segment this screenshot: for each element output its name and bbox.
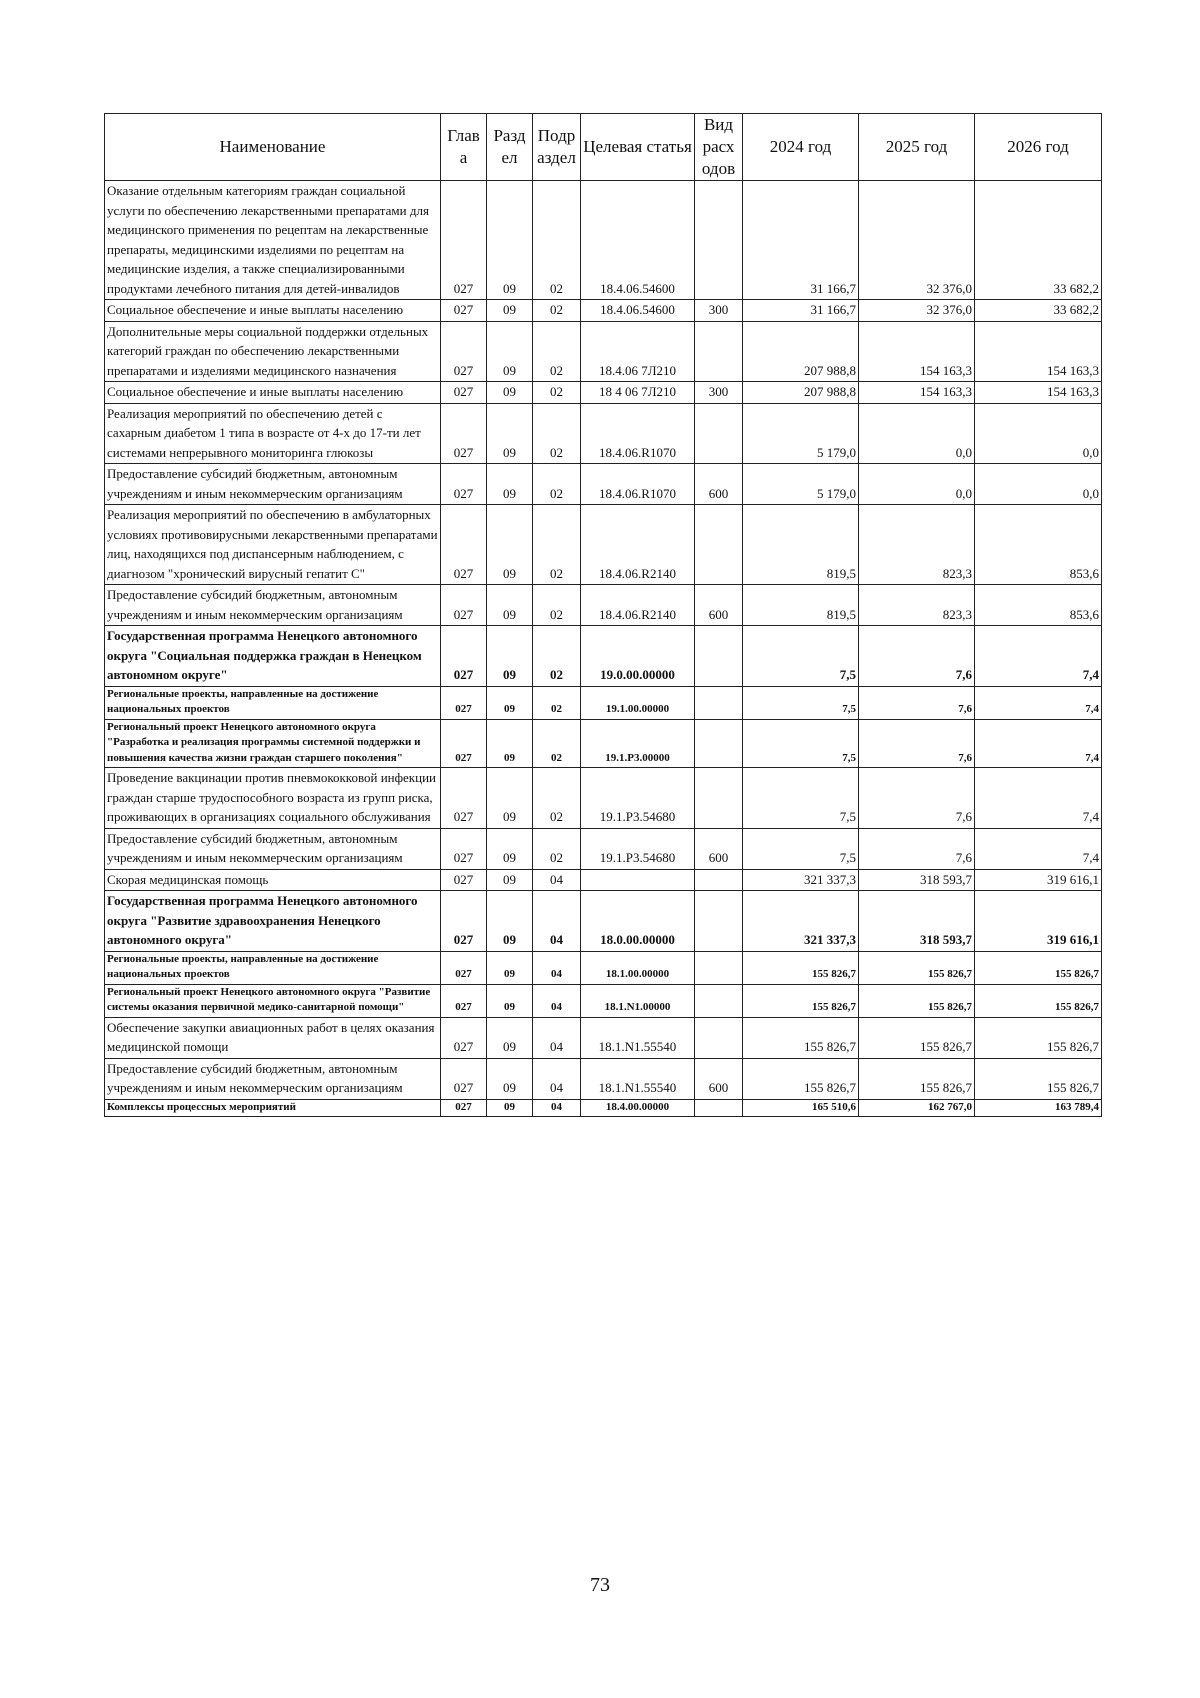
row-value-2025: 823,3: [859, 505, 975, 585]
row-glava: 027: [441, 951, 487, 984]
row-podrazdel: 02: [533, 300, 581, 322]
row-value-2025: 7,6: [859, 719, 975, 768]
row-podrazdel: 04: [533, 1099, 581, 1117]
row-value-2026: 155 826,7: [975, 1017, 1102, 1058]
row-vid: [695, 403, 743, 464]
row-value-2026: 853,6: [975, 505, 1102, 585]
row-glava: 027: [441, 321, 487, 382]
row-value-2024: 207 988,8: [743, 382, 859, 404]
row-vid: [695, 1099, 743, 1117]
row-value-2026: 0,0: [975, 403, 1102, 464]
row-vid: [695, 181, 743, 300]
row-vid: [695, 951, 743, 984]
row-vid: [695, 1017, 743, 1058]
row-value-2025: 155 826,7: [859, 1017, 975, 1058]
row-glava: 027: [441, 719, 487, 768]
header-razdel: Разд ел: [487, 114, 533, 181]
row-podrazdel: 04: [533, 1017, 581, 1058]
row-razdel: 09: [487, 505, 533, 585]
table-row: [105, 984, 1102, 1017]
row-vid: 600: [695, 828, 743, 869]
table-row: [105, 626, 1102, 687]
row-value-2026: 155 826,7: [975, 984, 1102, 1017]
row-value-2026: 7,4: [975, 686, 1102, 719]
row-value-2026: 0,0: [975, 464, 1102, 505]
row-glava: 027: [441, 1017, 487, 1058]
row-name: Реализация мероприятий по обеспечению в амбулаторных условиях противовирусными лекарственными препаратами лиц, находящихся под диспансерным наблюдением, с диагнозом "хронический вирусный гепатит С": [105, 505, 441, 585]
row-value-2026: 154 163,3: [975, 382, 1102, 404]
row-razdel: 09: [487, 828, 533, 869]
row-celevaya: 18.4.06.54600: [581, 181, 695, 300]
row-vid: 600: [695, 585, 743, 626]
page-number: 73: [590, 1574, 610, 1596]
row-razdel: 09: [487, 951, 533, 984]
row-value-2024: 819,5: [743, 505, 859, 585]
row-value-2024: 321 337,3: [743, 891, 859, 952]
row-razdel: 09: [487, 1058, 533, 1099]
row-razdel: 09: [487, 300, 533, 322]
row-vid: [695, 321, 743, 382]
row-name: Государственная программа Ненецкого автономного округа "Социальная поддержка граждан в Ненецком автономном округе": [105, 626, 441, 687]
row-glava: 027: [441, 300, 487, 322]
row-name: Дополнительные меры социальной поддержки отдельных категорий граждан по обеспечению лекарственными препаратами и изделиями медицинского назначения: [105, 321, 441, 382]
row-celevaya: 18.4.06 7Л210: [581, 321, 695, 382]
row-vid: [695, 719, 743, 768]
row-name: Оказание отдельным категориям граждан социальной услуги по обеспечению лекарственными препаратами для медицинского применения по рецептам на лекарственные препараты, медицинскими изделиями по рецептам на медицинские изделия, а также специализированными продуктами лечебного питания для детей-инвалидов: [105, 181, 441, 300]
row-razdel: 09: [487, 626, 533, 687]
row-vid: 300: [695, 300, 743, 322]
header-2026: 2026 год: [975, 114, 1102, 181]
table-row: [105, 505, 1102, 585]
header-podrazdel: Подр аздел: [533, 114, 581, 181]
row-name: Региональный проект Ненецкого автономного округа "Разработка и реализация программы системной поддержки и повышения качества жизни граждан старшего поколения": [105, 719, 441, 768]
table-row: [105, 828, 1102, 869]
table-row: [105, 382, 1102, 404]
row-value-2025: 7,6: [859, 828, 975, 869]
header-2025: 2025 год: [859, 114, 975, 181]
row-value-2024: 7,5: [743, 719, 859, 768]
row-name: Предоставление субсидий бюджетным, автономным учреждениям и иным некоммерческим организациям: [105, 1058, 441, 1099]
row-vid: [695, 686, 743, 719]
row-celevaya: 18.1.N1.55540: [581, 1017, 695, 1058]
row-podrazdel: 04: [533, 891, 581, 952]
row-value-2025: 7,6: [859, 626, 975, 687]
row-razdel: 09: [487, 891, 533, 952]
row-celevaya: 18.1.N1.00000: [581, 984, 695, 1017]
row-value-2025: 0,0: [859, 464, 975, 505]
row-name: Реализация мероприятий по обеспечению детей с сахарным диабетом 1 типа в возрасте от 4-х до 17-ти лет системами непрерывного мониторинга глюкозы: [105, 403, 441, 464]
row-value-2025: 162 767,0: [859, 1099, 975, 1117]
row-value-2024: 165 510,6: [743, 1099, 859, 1117]
row-razdel: 09: [487, 464, 533, 505]
row-razdel: 09: [487, 686, 533, 719]
row-celevaya: 19.0.00.00000: [581, 626, 695, 687]
row-glava: 027: [441, 1099, 487, 1117]
row-podrazdel: 02: [533, 719, 581, 768]
row-name: Скорая медицинская помощь: [105, 869, 441, 891]
row-value-2025: 32 376,0: [859, 181, 975, 300]
row-podrazdel: 02: [533, 403, 581, 464]
row-value-2024: 155 826,7: [743, 984, 859, 1017]
row-razdel: 09: [487, 719, 533, 768]
table-row: [105, 768, 1102, 829]
budget-table: [104, 113, 1102, 1117]
row-celevaya: 18.1.00.00000: [581, 951, 695, 984]
row-value-2024: 31 166,7: [743, 300, 859, 322]
row-razdel: 09: [487, 768, 533, 829]
row-value-2024: 207 988,8: [743, 321, 859, 382]
row-name: Региональные проекты, направленные на достижение национальных проектов: [105, 686, 441, 719]
table-row: [105, 585, 1102, 626]
row-vid: [695, 505, 743, 585]
row-celevaya: 18.0.00.00000: [581, 891, 695, 952]
row-value-2025: 154 163,3: [859, 382, 975, 404]
row-podrazdel: 04: [533, 951, 581, 984]
row-celevaya: 18 4 06 7Л210: [581, 382, 695, 404]
table-row: [105, 891, 1102, 952]
table-row: [105, 300, 1102, 322]
table-row: [105, 686, 1102, 719]
row-podrazdel: 04: [533, 984, 581, 1017]
row-value-2025: 155 826,7: [859, 951, 975, 984]
row-name: Региональные проекты, направленные на достижение национальных проектов: [105, 951, 441, 984]
row-vid: [695, 768, 743, 829]
row-celevaya: 18.4.06.R2140: [581, 585, 695, 626]
row-value-2024: 321 337,3: [743, 869, 859, 891]
row-razdel: 09: [487, 321, 533, 382]
row-name: Комплексы процессных мероприятий: [105, 1099, 441, 1117]
row-celevaya: 18.4.06.54600: [581, 300, 695, 322]
row-glava: 027: [441, 984, 487, 1017]
row-value-2026: 319 616,1: [975, 891, 1102, 952]
row-podrazdel: 02: [533, 768, 581, 829]
row-glava: 027: [441, 403, 487, 464]
row-razdel: 09: [487, 181, 533, 300]
row-vid: 300: [695, 382, 743, 404]
row-glava: 027: [441, 181, 487, 300]
row-value-2024: 155 826,7: [743, 1058, 859, 1099]
row-glava: 027: [441, 768, 487, 829]
row-glava: 027: [441, 686, 487, 719]
table-row: [105, 321, 1102, 382]
row-razdel: 09: [487, 403, 533, 464]
row-value-2025: 823,3: [859, 585, 975, 626]
table-row: [105, 1058, 1102, 1099]
row-celevaya: 18.1.N1.55540: [581, 1058, 695, 1099]
table-row: [105, 1017, 1102, 1058]
row-podrazdel: 02: [533, 181, 581, 300]
table-row: [105, 951, 1102, 984]
row-value-2025: 7,6: [859, 686, 975, 719]
row-celevaya: 18.4.06.R2140: [581, 505, 695, 585]
table-row: [105, 869, 1102, 891]
row-glava: 027: [441, 828, 487, 869]
row-value-2024: 7,5: [743, 828, 859, 869]
row-glava: 027: [441, 585, 487, 626]
row-value-2025: 155 826,7: [859, 984, 975, 1017]
header-vid: Вид расх одов: [695, 114, 743, 181]
row-value-2026: 7,4: [975, 828, 1102, 869]
row-glava: 027: [441, 869, 487, 891]
row-value-2026: 7,4: [975, 626, 1102, 687]
table-header-row: [105, 114, 1102, 181]
row-value-2026: 853,6: [975, 585, 1102, 626]
row-glava: 027: [441, 626, 487, 687]
row-value-2024: 819,5: [743, 585, 859, 626]
row-razdel: 09: [487, 869, 533, 891]
table-row: [105, 464, 1102, 505]
row-razdel: 09: [487, 585, 533, 626]
table-row: [105, 719, 1102, 768]
row-podrazdel: 02: [533, 686, 581, 719]
row-value-2025: 32 376,0: [859, 300, 975, 322]
header-name: Наименование: [105, 114, 441, 181]
header-celevaya: Целевая статья: [581, 114, 695, 181]
row-vid: [695, 984, 743, 1017]
row-value-2025: 318 593,7: [859, 869, 975, 891]
row-name: Предоставление субсидий бюджетным, автономным учреждениям и иным некоммерческим организациям: [105, 585, 441, 626]
table-row: [105, 1099, 1102, 1117]
header-glava: Глав а: [441, 114, 487, 181]
row-value-2026: 163 789,4: [975, 1099, 1102, 1117]
row-celevaya: 19.1.P3.00000: [581, 719, 695, 768]
row-value-2026: 319 616,1: [975, 869, 1102, 891]
row-name: Социальное обеспечение и иные выплаты населению: [105, 300, 441, 322]
row-value-2024: 7,5: [743, 686, 859, 719]
table-body: [105, 181, 1102, 1117]
row-glava: 027: [441, 1058, 487, 1099]
row-name: Предоставление субсидий бюджетным, автономным учреждениям и иным некоммерческим организациям: [105, 464, 441, 505]
row-glava: 027: [441, 505, 487, 585]
table-row: [105, 403, 1102, 464]
row-glava: 027: [441, 891, 487, 952]
row-celevaya: 18.4.06.R1070: [581, 403, 695, 464]
row-razdel: 09: [487, 382, 533, 404]
row-podrazdel: 04: [533, 869, 581, 891]
row-value-2025: 155 826,7: [859, 1058, 975, 1099]
row-podrazdel: 02: [533, 585, 581, 626]
row-vid: 600: [695, 1058, 743, 1099]
row-celevaya: 19.1.P3.54680: [581, 768, 695, 829]
row-vid: [695, 891, 743, 952]
row-razdel: 09: [487, 1017, 533, 1058]
row-razdel: 09: [487, 1099, 533, 1117]
row-razdel: 09: [487, 984, 533, 1017]
row-podrazdel: 04: [533, 1058, 581, 1099]
row-name: Обеспечение закупки авиационных работ в целях оказания медицинской помощи: [105, 1017, 441, 1058]
row-value-2026: 155 826,7: [975, 951, 1102, 984]
row-value-2026: 7,4: [975, 768, 1102, 829]
row-value-2025: 318 593,7: [859, 891, 975, 952]
row-vid: 600: [695, 464, 743, 505]
row-podrazdel: 02: [533, 828, 581, 869]
row-value-2026: 33 682,2: [975, 300, 1102, 322]
row-celevaya: [581, 869, 695, 891]
row-podrazdel: 02: [533, 382, 581, 404]
row-value-2026: 7,4: [975, 719, 1102, 768]
row-vid: [695, 869, 743, 891]
row-celevaya: 18.4.00.00000: [581, 1099, 695, 1117]
header-2024: 2024 год: [743, 114, 859, 181]
budget-document: [104, 113, 1102, 1117]
row-podrazdel: 02: [533, 626, 581, 687]
row-value-2024: 7,5: [743, 626, 859, 687]
row-value-2026: 155 826,7: [975, 1058, 1102, 1099]
row-value-2024: 155 826,7: [743, 951, 859, 984]
row-name: Социальное обеспечение и иные выплаты населению: [105, 382, 441, 404]
row-value-2024: 5 179,0: [743, 403, 859, 464]
row-vid: [695, 626, 743, 687]
row-value-2026: 33 682,2: [975, 181, 1102, 300]
row-podrazdel: 02: [533, 464, 581, 505]
row-name: Государственная программа Ненецкого автономного округа "Развитие здравоохранения Ненецкого автономного округа": [105, 891, 441, 952]
row-value-2024: 7,5: [743, 768, 859, 829]
table-row: [105, 181, 1102, 300]
row-value-2024: 155 826,7: [743, 1017, 859, 1058]
row-podrazdel: 02: [533, 321, 581, 382]
row-name: Региональный проект Ненецкого автономного округа "Развитие системы оказания первичной медико-санитарной помощи": [105, 984, 441, 1017]
row-glava: 027: [441, 382, 487, 404]
row-celevaya: 19.1.P3.54680: [581, 828, 695, 869]
row-name: Проведение вакцинации против пневмококковой инфекции граждан старше трудоспособного возраста из групп риска, проживающих в организациях социального обслуживания: [105, 768, 441, 829]
row-value-2025: 0,0: [859, 403, 975, 464]
row-value-2025: 7,6: [859, 768, 975, 829]
row-value-2025: 154 163,3: [859, 321, 975, 382]
row-celevaya: 18.4.06.R1070: [581, 464, 695, 505]
row-podrazdel: 02: [533, 505, 581, 585]
row-celevaya: 19.1.00.00000: [581, 686, 695, 719]
row-value-2026: 154 163,3: [975, 321, 1102, 382]
row-value-2024: 31 166,7: [743, 181, 859, 300]
row-value-2024: 5 179,0: [743, 464, 859, 505]
row-name: Предоставление субсидий бюджетным, автономным учреждениям и иным некоммерческим организациям: [105, 828, 441, 869]
row-glava: 027: [441, 464, 487, 505]
